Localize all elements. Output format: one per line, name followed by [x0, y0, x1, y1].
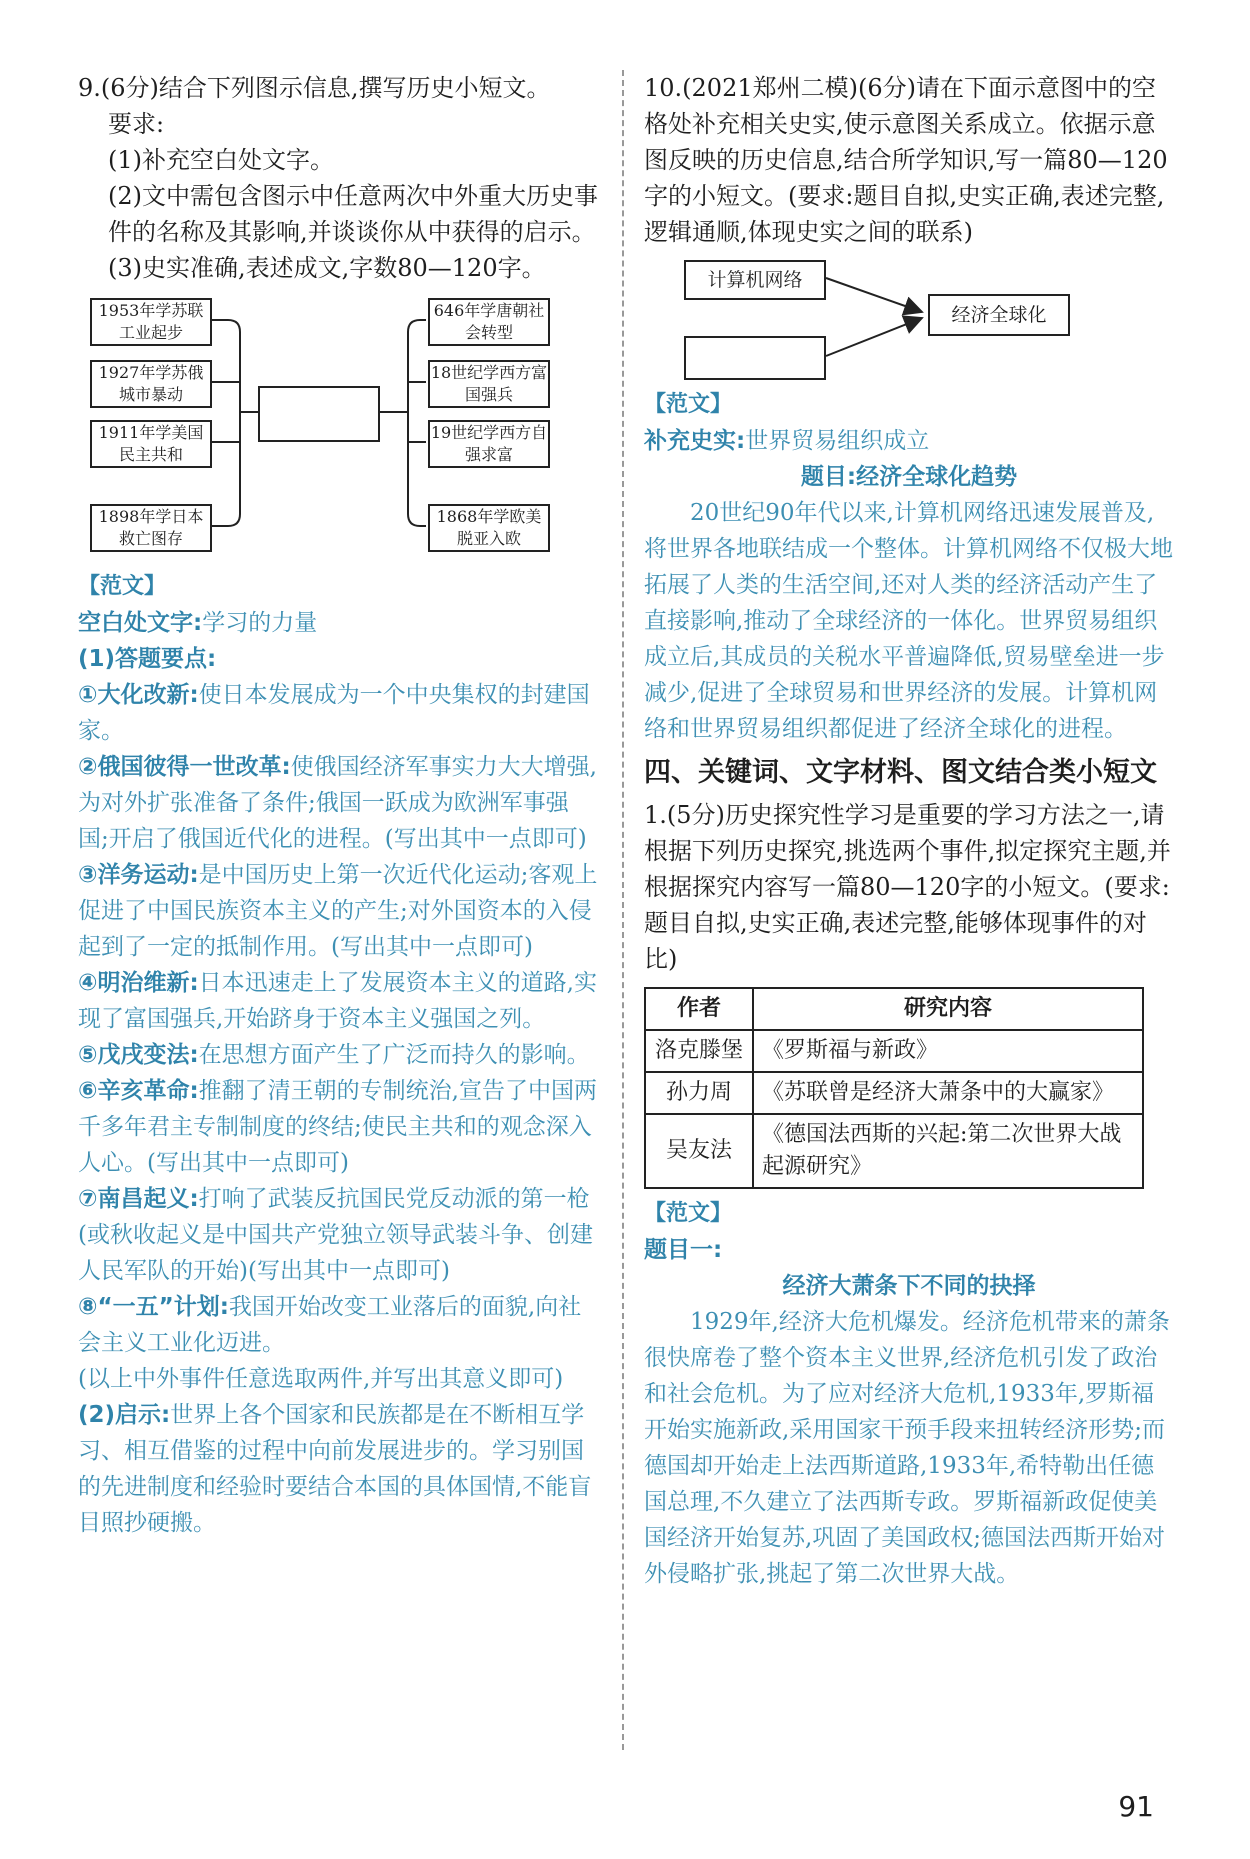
table-row	[645, 1114, 1143, 1188]
diagram-box-right-4: 1868年学欧美脱亚入欧	[428, 504, 550, 552]
q10-answer	[644, 386, 1174, 747]
q1-stem: 1.(5分)历史探究性学习是重要的学习方法之一,请根据下列历史探究,挑选两个事件,拟定探究主题,并根据探究内容写一篇80—120字的小短文。(要求:题目自拟,史实正确,表述完整,能够体现事件的对比)	[644, 801, 1171, 973]
q9-point-5: ⑤戊戌变法:在思想方面产生了广泛而持久的影响。	[78, 1042, 590, 1068]
table-cell-author: 吴友法	[645, 1114, 753, 1188]
q9-point-7: ⑦南昌起义:打响了武装反抗国民党反动派的第一枪(或秋收起义是中国共产党独立领导武装斗争、创建人民军队的开始)(写出其中一点即可)	[78, 1186, 593, 1284]
diagram-box-right-2: 18世纪学西方富国强兵	[428, 360, 550, 408]
q10-box-globalization: 经济全球化	[928, 294, 1070, 336]
q10-supp-text: 世界贸易组织成立	[745, 428, 930, 454]
table-cell-content: 《苏联曾是经济大萧条中的大赢家》	[753, 1072, 1143, 1114]
q10-diagram	[684, 256, 1144, 386]
q9-requirement-title: 要求:	[108, 110, 165, 138]
q10-stem: 10.(2021郑州二模)(6分)请在下面示意图中的空格处补充相关史实,使示意图关系成立。依据示意图反映的历史信息,结合所学知识,写一篇80—120字的小短文。(要求:题目自拟,史实正确,表述完整,逻辑通顺,体现史实之间的联系)	[644, 74, 1168, 246]
q1-research-table	[644, 987, 1144, 1189]
q9-point-6: ⑥辛亥革命:推翻了清王朝的专制统治,宣告了中国两千多年君主专制制度的终结;使民主共和的观念深入人心。(写出其中一点即可)	[78, 1078, 597, 1176]
table-header-content: 研究内容	[753, 988, 1143, 1030]
q9-diagram	[78, 292, 598, 562]
diagram-box-left-4: 1898年学日本救亡图存	[90, 504, 212, 552]
column-divider	[622, 70, 624, 1750]
table-cell-content: 《德国法西斯的兴起:第二次世界大战起源研究》	[753, 1114, 1143, 1188]
q1-essay: 1929年,经济大危机爆发。经济危机带来的萧条很快席卷了整个资本主义世界,经济危机引发了政治和社会危机。为了应对经济大危机,1933年,罗斯福开始实施新政,采用国家干预手段来扭转经济形势;而德国却开始走上法西斯道路,1933年,希特勒出任德国总理,不久建立了法西斯专政。罗斯福新政促使美国经济开始复苏,巩固了美国政权;德国法西斯开始对外侵略扩张,挑起了第二次世界大战。	[644, 1309, 1170, 1587]
table-cell-author: 洛克滕堡	[645, 1030, 753, 1072]
q9-blank-answer: 学习的力量	[202, 610, 318, 636]
diagram-box-left-2: 1927年学苏俄城市暴动	[90, 360, 212, 408]
section-4-title: 四、关键词、文字材料、图文结合类小短文	[644, 757, 1157, 788]
q9-point-8: ⑧“一五”计划:我国开始改变工业落后的面貌,向社会主义工业化迈进。	[78, 1294, 582, 1356]
table-header-author: 作者	[645, 988, 753, 1030]
q9-note: (以上中外事件任意选取两件,并写出其意义即可)	[78, 1366, 564, 1392]
q1-fanwen-label: 【范文】	[644, 1201, 733, 1226]
q10-essay: 20世纪90年代以来,计算机网络迅速发展普及,将世界各地联结成一个整体。计算机网络不仅极大地拓展了人类的生活空间,还对人类的经济活动产生了直接影响,推动了全球经济的一体化。世界贸易组织成立后,其成员的关税水平普遍降低,贸易壁垒进一步减少,促进了全球贸易和世界经济的发展。计算机网络和世界贸易组织都促进了经济全球化的进程。	[644, 500, 1173, 742]
q9-point-1: ①大化改新:使日本发展成为一个中央集权的封建国家。	[78, 682, 590, 744]
q10-blank-box	[684, 336, 826, 380]
table-cell-author: 孙力周	[645, 1072, 753, 1114]
left-column	[78, 70, 598, 1541]
q9-point-3: ③洋务运动:是中国历史上第一次近代化运动;客观上促进了中国民族资本主义的产生;对外国资本的入侵起到了一定的抵制作用。(写出其中一点即可)	[78, 862, 598, 960]
diagram-box-right-1: 646年学唐朝社会转型	[428, 298, 550, 346]
q10-fanwen-label: 【范文】	[644, 392, 733, 417]
q10-supp-label: 补充史实:	[644, 428, 746, 454]
table-cell-content: 《罗斯福与新政》	[753, 1030, 1143, 1072]
table-row	[645, 1030, 1143, 1072]
diagram-box-left-1: 1953年学苏联工业起步	[90, 298, 212, 346]
diagram-box-right-3: 19世纪学西方自强求富	[428, 420, 550, 468]
q9-point-2: ②俄国彼得一世改革:使俄国经济军事实力大大增强,为对外扩张准备了条件;俄国一跃成为欧洲军事强国;开启了俄国近代化的进程。(写出其中一点即可)	[78, 754, 597, 852]
diagram-blank-box	[258, 386, 380, 442]
q9-stem: 9.(6分)结合下列图示信息,撰写历史小短文。	[78, 74, 551, 102]
q9-fanwen-label: 【范文】	[78, 574, 167, 599]
q9-point-4: ④明治维新:日本迅速走上了发展资本主义的道路,实现了富国强兵,开始跻身于资本主义强国之列。	[78, 970, 597, 1032]
q1-answer	[644, 1195, 1174, 1592]
q9-answer	[78, 568, 598, 1541]
q9-enlightenment: (2)启示:世界上各个国家和民族都是在不断相互学习、相互借鉴的过程中向前发展进步的。学习别国的先进制度和经验时要结合本国的具体国情,不能盲目照抄硬搬。	[78, 1402, 592, 1536]
q10-box-network: 计算机网络	[684, 260, 826, 300]
q9-requirement-1: (1)补充空白处文字。	[108, 146, 334, 174]
q9-requirement-2: (2)文中需包含图示中任意两次中外重大历史事件的名称及其影响,并谈谈你从中获得的启示。	[108, 182, 598, 246]
q1-essay-title: 经济大萧条下不同的抉择	[782, 1273, 1036, 1299]
q1-topic-label: 题目一:	[644, 1237, 723, 1263]
table-row	[645, 1072, 1143, 1114]
q9-blank-label: 空白处文字:	[78, 610, 203, 636]
table-header-row	[645, 988, 1143, 1030]
q10-essay-title: 题目:经济全球化趋势	[800, 464, 1018, 490]
q9-requirement-3: (3)史实准确,表述成文,字数80—120字。	[108, 254, 546, 282]
right-column	[644, 70, 1174, 1592]
page-number: 91	[1118, 1790, 1154, 1823]
q9-points-title: (1)答题要点:	[78, 646, 217, 672]
diagram-box-left-3: 1911年学美国民主共和	[90, 420, 212, 468]
